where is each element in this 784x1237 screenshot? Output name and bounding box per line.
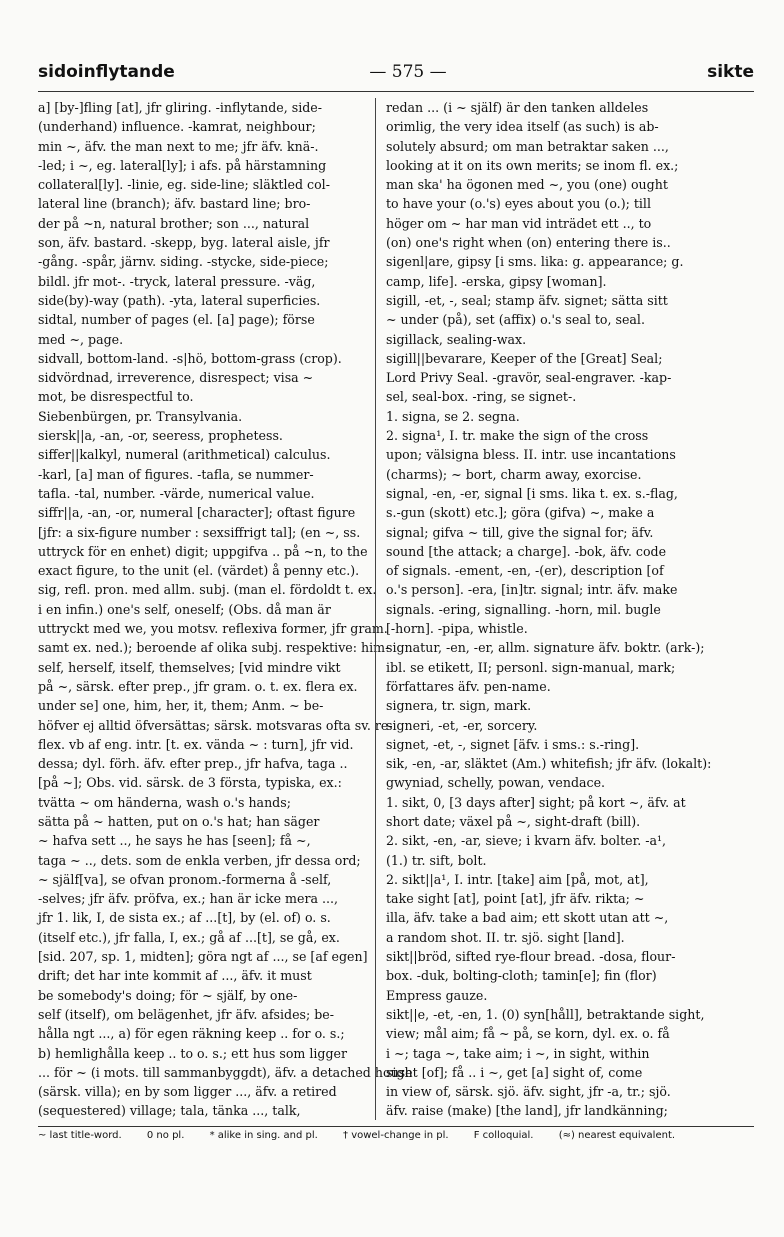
- text-line: jfr 1. lik, I, de sista ex.; af ...[t], by (el. of) o. s.: [38, 910, 331, 926]
- text-line: sidtal, number of pages (el. [a] page); förse: [38, 312, 315, 328]
- text-line: a] [by-]fling [at], jfr gliring. -inflytande, side-: [38, 100, 322, 115]
- legend-dagger: † vowel-change in pl.: [343, 1130, 449, 1141]
- text-line: view; mål aim; få ~ på, se korn, dyl. ex. o. få: [386, 1026, 670, 1042]
- text-line: exact figure, to the unit (el. (värdet) å penny etc.).: [38, 563, 360, 579]
- text-line: [jfr: a six-figure number : sexsiffrigt tal]; (en ~, ss.: [38, 524, 361, 540]
- legend-colloquial: F colloquial.: [473, 1130, 534, 1141]
- text-line: redan ... (i ~ själf) är den tanken alldeles: [386, 100, 649, 115]
- text-line: siffer||kalkyl, numeral (arithmetical) calculus.: [38, 447, 331, 463]
- text-line: looking at it on its own merits; se inom fl. ex.;: [386, 157, 679, 173]
- text-line: of signals. -ement, -en, -(er), description [of: [386, 563, 664, 579]
- text-line: sikt||bröd, sifted rye-flour bread. -dosa, flour-: [386, 949, 676, 965]
- text-line: siersk||a, -an, -or, seeress, prophetess.: [38, 428, 283, 444]
- text-line: -selves; jfr äfv. pröfva, ex.; han är icke mera ...,: [38, 891, 338, 907]
- text-line: sikt||e, -et, -en, 1. (0) syn[håll], betraktande sight,: [386, 1006, 705, 1022]
- text-line: (on) one's right when (on) entering there is..: [386, 235, 671, 251]
- text-line: signal, -en, -er, signal [i sms. lika t. ex. s.-flag,: [386, 485, 678, 501]
- text-line: signera, tr. sign, mark.: [386, 698, 532, 714]
- text-line: äfv. raise (make) [the land], jfr landkänning;: [386, 1103, 668, 1119]
- text-line: der på ~n, natural brother; son ..., natural: [38, 215, 310, 231]
- text-line: sound [the attack; a charge]. -bok, äfv. code: [386, 543, 667, 559]
- text-line: illa, äfv. take a bad aim; ett skott utan att ~,: [386, 910, 669, 926]
- legend-zero: 0 no pl.: [146, 1130, 185, 1141]
- legend-tilde: ~ last title-word.: [38, 1130, 122, 1141]
- text-line: gwyniad, schelly, powan, vendace.: [386, 775, 606, 791]
- text-line: sig, refl. pron. med allm. subj. (man el. fördoldt t. ex.: [38, 582, 377, 598]
- text-line: [-horn]. -pipa, whistle.: [386, 621, 528, 637]
- text-line: self, herself, itself, themselves; [vid mindre vikt: [38, 659, 341, 675]
- text-line: signatur, -en, -er, allm. signature äfv. boktr. (ark-);: [386, 640, 705, 656]
- text-line: (1.) tr. sift, bolt.: [386, 852, 487, 868]
- text-line: under se] one, him, her, it, them; Anm. ~ be-: [38, 698, 324, 714]
- text-line: höfver ej alltid öfversättas; särsk. motsvaras ofta sv. re-: [38, 717, 393, 733]
- text-line: son, äfv. bastard. -skepp, byg. lateral aisle, jfr: [38, 235, 330, 251]
- text-line: Siebenbürgen, pr. Transylvania.: [38, 408, 243, 424]
- text-line: 1. sikt, 0, [3 days after] sight; på kort ~, äfv. at: [386, 794, 686, 810]
- text-line: ~ själf[va], se ofvan pronom.-formerna å -self,: [38, 871, 332, 887]
- text-line: sel, seal-box. -ring, se signet-.: [386, 389, 577, 405]
- text-line: o.'s person]. -era, [in]tr. signal; intr. äfv. make: [386, 582, 678, 598]
- text-line: uttryck för en enhet) digit; uppgifva .. på ~n, to the: [38, 543, 368, 559]
- text-line: upon; välsigna bless. II. intr. use incantations: [386, 447, 676, 463]
- footer-legend: [38, 1130, 754, 1141]
- text-line: [sid. 207, sp. 1, midten]; göra ngt af ..., se [af egen]: [38, 949, 368, 965]
- text-line: ... för ~ (i mots. till sammanbyggdt), äfv. a detached house: [38, 1064, 413, 1080]
- legend-equivalent: (≈) nearest equivalent.: [558, 1130, 676, 1141]
- text-line: i ~; taga ~, take aim; i ~, in sight, within: [386, 1045, 650, 1061]
- text-line: s.-gun (skott) etc.]; göra (gifva) ~, make a: [386, 505, 655, 521]
- text-line: (särsk. villa); en by som ligger ..., äfv. a retired: [38, 1084, 337, 1100]
- text-line: (itself etc.), jfr falla, I, ex.; gå af ...[t], se gå, ex.: [38, 929, 340, 945]
- text-line: hålla ngt ..., a) för egen räkning keep .. for o. s.;: [38, 1026, 345, 1042]
- text-line: sik, -en, -ar, släktet (Am.) whitefish; jfr äfv. (lokalt):: [386, 756, 712, 772]
- text-line: self (itself), om belägenhet, jfr äfv. afsides; be-: [38, 1006, 335, 1022]
- text-line: box. -duk, bolting-cloth; tamin[e]; fin (flor): [386, 968, 657, 984]
- legend-asterisk: * alike in sing. and pl.: [209, 1130, 318, 1141]
- text-line: in view of, särsk. sjö. äfv. sight, jfr -a, tr.; sjö.: [386, 1084, 671, 1100]
- text-line: på ~, särsk. efter prep., jfr gram. o. t. ex. flera ex.: [38, 678, 358, 694]
- header-right-word: sikte: [707, 62, 754, 82]
- text-line: [på ~]; Obs. vid. särsk. de 3 första, typiska, ex.:: [38, 775, 342, 791]
- text-line: mot, be disrespectful to.: [38, 389, 194, 405]
- text-line: -gång. -spår, järnv. siding. -stycke, side-piece;: [38, 254, 329, 270]
- header-left-word: sidoinflytande: [38, 62, 175, 82]
- text-line: sidvall, bottom-land. -s|hö, bottom-grass (crop).: [38, 350, 342, 366]
- text-line: 2. sikt||a¹, I. intr. [take] aim [på, mot, at],: [386, 871, 649, 887]
- text-line: sight [of]; få .. i ~, get [a] sight of, come: [386, 1064, 643, 1080]
- text-line: 2. signa¹, I. tr. make the sign of the cross: [386, 428, 649, 444]
- text-line: take sight [at], point [at], jfr äfv. rikta; ~: [386, 891, 645, 907]
- text-line: sidvördnad, irreverence, disrespect; visa ~: [38, 370, 314, 386]
- left-column: [38, 98, 413, 1121]
- text-line: short date; växel på ~, sight-draft (bill).: [386, 813, 641, 829]
- text-line: ~ hafva sett .., he says he has [seen]; få ~,: [38, 833, 311, 849]
- text-line: tafla. -tal, number. -värde, numerical value.: [38, 485, 315, 501]
- text-line: (underhand) influence. -kamrat, neighbour;: [38, 119, 316, 135]
- text-line: signet, -et, -, signet [äfv. i sms.: s.-ring].: [386, 736, 640, 752]
- text-line: tvätta ~ om händerna, wash o.'s hands;: [38, 794, 291, 810]
- footer-rule: [38, 1126, 754, 1127]
- text-line: solutely absurd; om man betraktar saken ...,: [386, 138, 669, 154]
- text-line: höger om ~ har man vid inträdet ett .., to: [386, 215, 652, 231]
- text-line: samt ex. ned.); beroende af olika subj. respektive: him-: [38, 640, 390, 656]
- text-line: lateral line (branch); äfv. bastard line; bro-: [38, 196, 311, 212]
- text-line: sätta på ~ hatten, put on o.'s hat; han säger: [38, 813, 320, 829]
- page-header: [38, 62, 754, 92]
- text-line: flex. vb af eng. intr. [t. ex. vända ~ : turn], jfr vid.: [38, 736, 354, 752]
- text-line: 2. sikt, -en, -ar, sieve; i kvarn äfv. bolter. -a¹,: [386, 833, 667, 849]
- text-line: 1. signa, se 2. segna.: [386, 408, 520, 424]
- text-line: sigill||bevarare, Keeper of the [Great] Seal;: [386, 350, 663, 366]
- text-line: b) hemlighålla keep .. to o. s.; ett hus som ligger: [38, 1045, 348, 1061]
- text-line: signal; gifva ~ till, give the signal for; äfv.: [386, 524, 654, 540]
- column-divider: [375, 98, 376, 1120]
- text-line: orimlig, the very idea itself (as such) is ab-: [386, 119, 659, 135]
- text-line: (charms); ~ bort, charm away, exorcise.: [386, 466, 642, 482]
- text-line: side(by)-way (path). -yta, lateral superficies.: [38, 292, 321, 308]
- text-line: bildl. jfr mot-. -tryck, lateral pressure. -väg,: [38, 273, 316, 289]
- text-line: signeri, -et, -er, sorcery.: [386, 717, 538, 733]
- text-line: dessa; dyl. förh. äfv. efter prep., jfr hafva, taga ..: [38, 756, 348, 772]
- text-line: ~ under (på), set (affix) o.'s seal to, seal.: [386, 312, 645, 328]
- text-line: sigillack, sealing-wax.: [386, 331, 527, 347]
- text-line: med ~, page.: [38, 331, 124, 347]
- text-line: -karl, [a] man of figures. -tafla, se nummer-: [38, 466, 314, 482]
- text-line: min ~, äfv. the man next to me; jfr äfv. knä-.: [38, 138, 319, 154]
- text-line: (sequestered) village; tala, tänka ..., talk,: [38, 1103, 301, 1119]
- text-line: siffr||a, -an, -or, numeral [character]; oftast figure: [38, 505, 356, 521]
- text-line: to have your (o.'s) eyes about you (o.); till: [386, 196, 651, 212]
- text-line: uttryckt med we, you motsv. reflexiva former, jfr gram.: [38, 621, 388, 637]
- text-line: drift; det har inte kommit af ..., äfv. it must: [38, 968, 312, 984]
- text-line: i en infin.) one's self, oneself; (Obs. då man är: [38, 601, 331, 617]
- text-line: sigill, -et, -, seal; stamp äfv. signet; sätta sitt: [386, 292, 668, 308]
- page-number: — 575 —: [369, 62, 447, 82]
- text-line: a random shot. II. tr. sjö. sight [land].: [386, 929, 625, 945]
- right-column: [386, 98, 724, 1121]
- text-line: författares äfv. pen-name.: [386, 678, 551, 694]
- text-line: Lord Privy Seal. -gravör, seal-engraver. -kap-: [386, 370, 672, 386]
- text-line: ibl. se etikett, II; personl. sign-manual, mark;: [386, 659, 676, 675]
- header-rule: [38, 91, 754, 92]
- text-line: sigenl|are, gipsy [i sms. lika: g. appearance; g.: [386, 254, 684, 270]
- text-line: -led; i ~, eg. lateral[ly]; i afs. på härstamning: [38, 157, 327, 173]
- text-line: collateral[ly]. -linie, eg. side-line; släktled col-: [38, 177, 330, 193]
- text-line: signals. -ering, signalling. -horn, mil. bugle: [386, 601, 661, 617]
- text-line: camp, life]. -erska, gipsy [woman].: [386, 273, 607, 289]
- text-line: taga ~ .., dets. som de enkla verben, jfr dessa ord;: [38, 852, 361, 868]
- text-line: man ska' ha ögonen med ~, you (one) ought: [386, 177, 668, 193]
- text-line: be somebody's doing; för ~ själf, by one-: [38, 987, 298, 1003]
- text-line: Empress gauze.: [386, 987, 488, 1003]
